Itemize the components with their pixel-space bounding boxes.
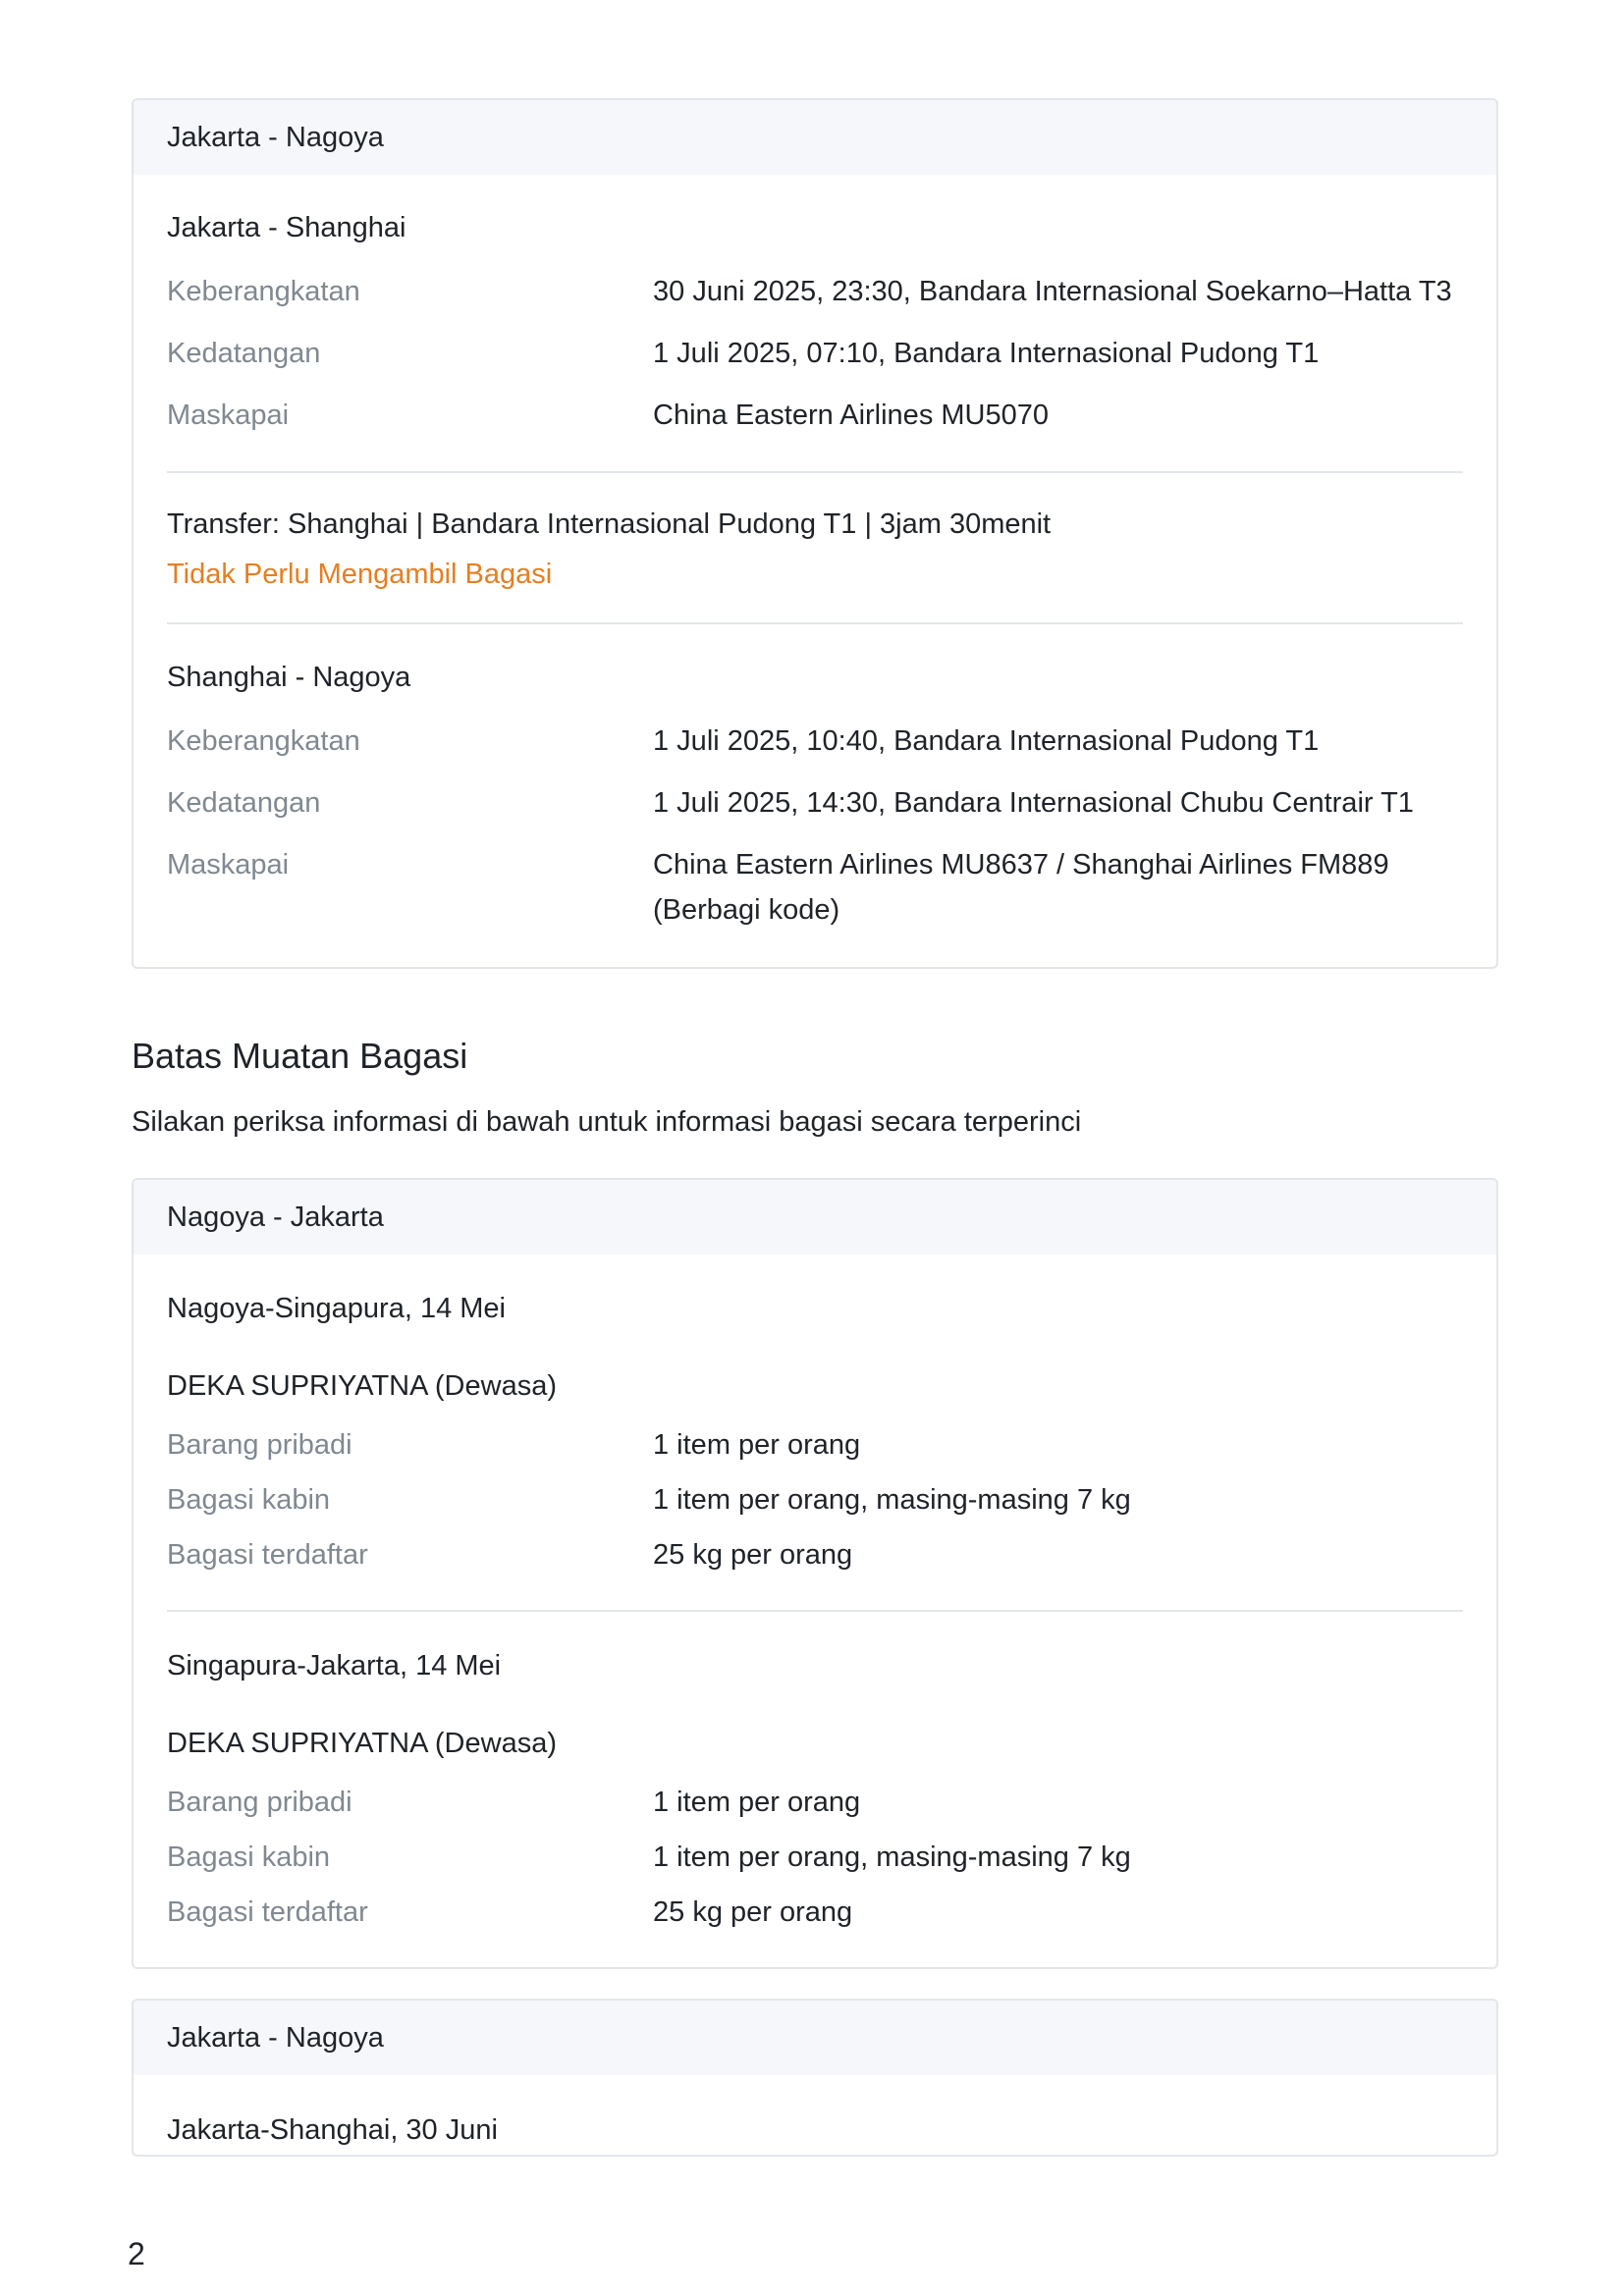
segment2-airline-label: Maskapai [167,849,290,881]
divider [167,471,1463,473]
segment2-airline-line2: (Berbagi kode) [653,894,840,926]
segment1-departure-value: 30 Juni 2025, 23:30, Bandara Internasional Soekarno–Hatta T3 [653,276,1452,307]
segment2-airline-value [653,842,1463,933]
page-number: 2 [128,2236,145,2271]
leg1-checked-value: 25 kg per orang [653,1539,853,1571]
divider [167,1610,1463,1612]
segment1-arrival-value: 1 Juli 2025, 07:10, Bandara Internasional Pudong T1 [653,338,1320,369]
itinerary-card [132,98,1498,969]
segment2-airline-line1: China Eastern Airlines MU8637 / Shanghai Airlines FM889 [653,849,1389,881]
baggage-card1-route-title: Nagoya - Jakarta [167,1201,384,1233]
itinerary-route-title: Jakarta - Nagoya [167,121,384,153]
segment2-departure-label: Keberangkatan [167,725,360,757]
leg1-personal-label: Barang pribadi [167,1429,352,1461]
baggage-section-description: Silakan periksa informasi di bawah untuk informasi bagasi secara terperinci [132,1106,1082,1138]
leg2-passenger-name: DEKA SUPRIYATNA (Dewasa) [167,1728,557,1759]
segment1-airline-value: China Eastern Airlines MU5070 [653,400,1049,431]
baggage-card-nagoya-jakarta [132,1178,1498,1969]
leg2-personal-value: 1 item per orang [653,1787,861,1818]
baggage-card2-body [134,2075,1496,2157]
leg1-passenger-name: DEKA SUPRIYATNA (Dewasa) [167,1370,557,1402]
leg2-personal-label: Barang pribadi [167,1787,352,1818]
baggage-card1-header [134,1180,1496,1255]
itinerary-card-header [134,100,1496,175]
card2-leg1-title: Jakarta-Shanghai, 30 Juni [167,2114,498,2146]
itinerary-card-body [134,175,1496,968]
leg2-title: Singapura-Jakarta, 14 Mei [167,1650,502,1682]
segment2-departure-value: 1 Juli 2025, 10:40, Bandara Internasional Pudong T1 [653,725,1320,757]
segment1-title: Jakarta - Shanghai [167,212,406,243]
leg1-checked-label: Bagasi terdaftar [167,1539,368,1571]
segment1-departure-label: Keberangkatan [167,276,360,307]
segment2-arrival-value: 1 Juli 2025, 14:30, Bandara Internasional Chubu Centrair T1 [653,787,1414,819]
transfer-info: Transfer: Shanghai | Bandara Internasional Pudong T1 | 3jam 30menit [167,508,1052,540]
segment1-arrival-label: Kedatangan [167,338,321,369]
leg2-checked-label: Bagasi terdaftar [167,1896,368,1928]
baggage-card2-header [134,2001,1496,2075]
segment2-title: Shanghai - Nagoya [167,662,411,693]
baggage-card-jakarta-nagoya [132,1999,1498,2157]
leg1-title: Nagoya-Singapura, 14 Mei [167,1293,506,1324]
divider [167,622,1463,624]
baggage-section-title: Batas Muatan Bagasi [132,1036,468,1076]
segment1-airline-label: Maskapai [167,400,290,431]
transfer-baggage-note: Tidak Perlu Mengambil Bagasi [167,559,553,590]
leg1-personal-value: 1 item per orang [653,1429,861,1461]
leg1-cabin-value: 1 item per orang, masing-masing 7 kg [653,1484,1131,1516]
segment2-arrival-label: Kedatangan [167,787,321,819]
baggage-card2-route-title: Jakarta - Nagoya [167,2021,384,2054]
leg2-checked-value: 25 kg per orang [653,1896,853,1928]
leg2-cabin-label: Bagasi kabin [167,1842,331,1873]
baggage-card1-body [134,1255,1496,1969]
leg2-cabin-value: 1 item per orang, masing-masing 7 kg [653,1842,1131,1873]
leg1-cabin-label: Bagasi kabin [167,1484,331,1516]
